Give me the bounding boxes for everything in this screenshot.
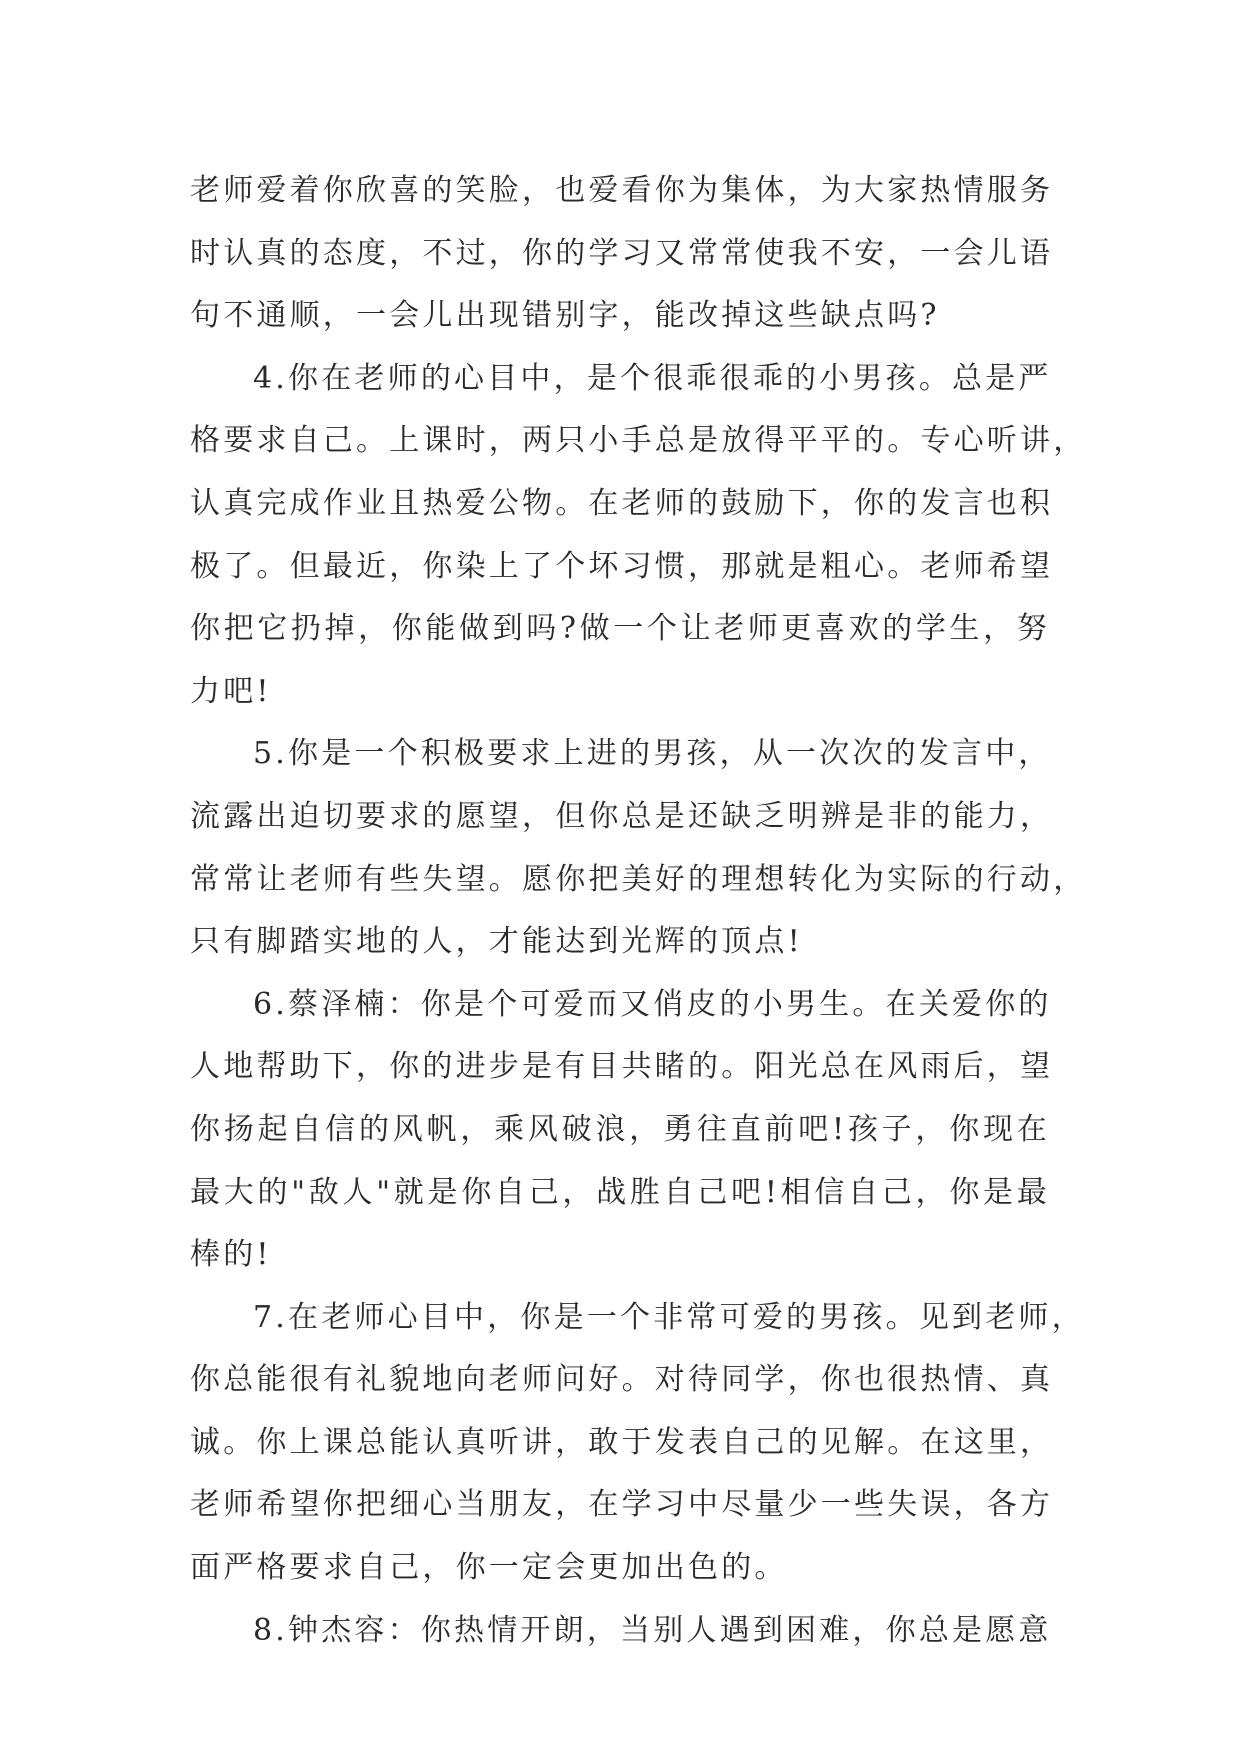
text-line: 7.在老师心目中，你是一个非常可爱的男孩。见到老师，	[253, 1299, 1085, 1335]
text-line: 面严格要求自己，你一定会更加出色的。	[190, 1550, 788, 1586]
text-line: 你总能很有礼貌地向老师问好。对待同学，你也很热情、真	[190, 1362, 1054, 1398]
text-line: 认真完成作业且热爱公物。在老师的鼓励下，你的发言也积	[190, 485, 1054, 521]
text-line: 你把它扔掉，你能做到吗?做一个让老师更喜欢的学生，努	[190, 611, 1050, 647]
text-line: 只有脚踏实地的人，才能达到光辉的顶点!	[190, 924, 803, 960]
text-line: 最大的"敌人"就是你自己，战胜自己吧!相信自己，你是最	[190, 1174, 1050, 1210]
text-line: 6.蔡泽楠：你是个可爱而又俏皮的小男生。在关爱你的	[253, 986, 1052, 1022]
text-line: 老师希望你把细心当朋友，在学习中尽量少一些失误，各方	[190, 1487, 1054, 1523]
text-line: 格要求自己。上课时，两只小手总是放得平平的。专心听讲，	[190, 423, 1087, 459]
text-line: 4.你在老师的心目中，是个很乖很乖的小男孩。总是严	[253, 360, 1052, 396]
text-line: 8.钟杰容：你热情开朗，当别人遇到困难，你总是愿意	[253, 1612, 1052, 1648]
text-line: 老师爱着你欣喜的笑脸，也爱看你为集体，为大家热情服务	[190, 173, 1054, 208]
text-line: 常常让老师有些失望。愿你把美好的理想转化为实际的行动，	[190, 861, 1087, 897]
text-line: 流露出迫切要求的愿望，但你总是还缺乏明辨是非的能力，	[190, 798, 1054, 834]
text-line: 极了。但最近，你染上了个坏习惯，那就是粗心。老师希望	[190, 548, 1054, 584]
paragraph-item-8	[190, 1600, 1050, 1663]
paragraph-item-6	[190, 974, 1054, 1287]
paragraph-item-5	[190, 723, 1087, 973]
document-body	[190, 160, 1087, 1662]
text-line: 力吧!	[190, 673, 272, 709]
text-line: 棒的!	[190, 1237, 272, 1273]
paragraph-continued	[190, 160, 1054, 348]
text-line: 诚。你上课总能认真听讲，敢于发表自己的见解。在这里，	[190, 1424, 1054, 1460]
paragraph-item-7	[190, 1287, 1085, 1600]
text-line: 句不通顺，一会儿出现错别字，能改掉这些缺点吗?	[190, 298, 940, 334]
text-line: 你扬起自信的风帆，乘风破浪，勇往直前吧!孩子，你现在	[190, 1111, 1050, 1147]
text-line: 人地帮助下，你的进步是有目共睹的。阳光总在风雨后，望	[190, 1049, 1054, 1085]
paragraph-item-4	[190, 348, 1087, 724]
text-line: 时认真的态度，不过，你的学习又常常使我不安，一会儿语	[190, 235, 1054, 271]
text-line: 5.你是一个积极要求上进的男孩，从一次次的发言中，	[253, 736, 1052, 772]
